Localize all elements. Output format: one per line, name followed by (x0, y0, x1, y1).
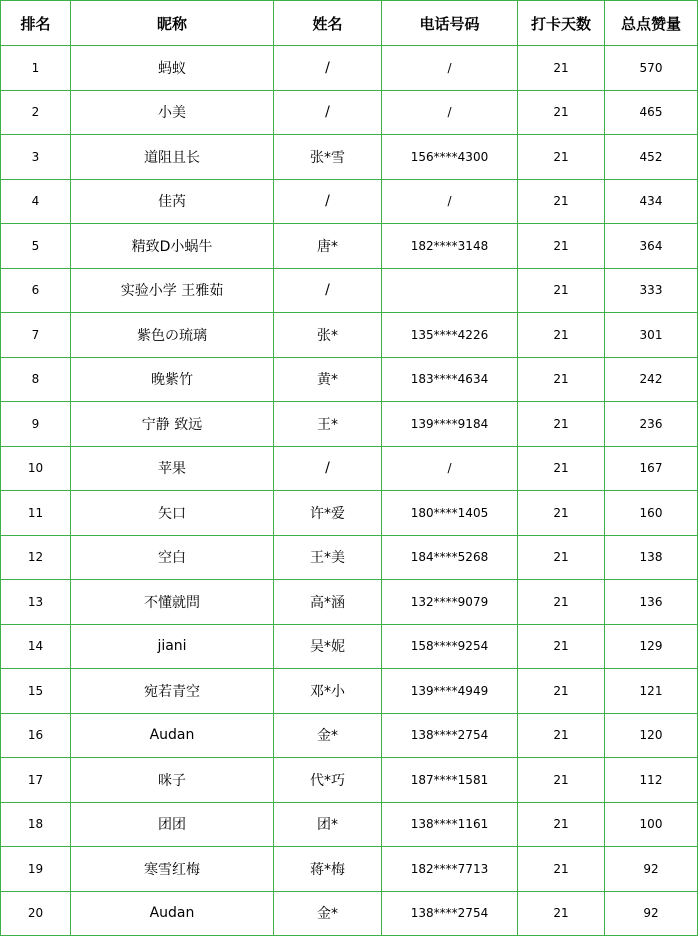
cell-rank: 2 (1, 90, 71, 135)
cell-phone: / (382, 46, 518, 91)
cell-checkin-days: 21 (518, 224, 605, 269)
cell-total-likes: 112 (605, 758, 698, 803)
table-row (1, 90, 698, 135)
cell-phone: 138****1161 (382, 802, 518, 847)
cell-phone: / (382, 90, 518, 135)
cell-total-likes: 465 (605, 90, 698, 135)
cell-nickname: 咪子 (71, 758, 274, 803)
cell-nickname: 道阻且长 (71, 135, 274, 180)
cell-total-likes: 138 (605, 535, 698, 580)
cell-name: 高*涵 (274, 580, 382, 625)
cell-phone: / (382, 446, 518, 491)
cell-name: / (274, 446, 382, 491)
table-row (1, 46, 698, 91)
cell-phone: / (382, 179, 518, 224)
cell-name: 张* (274, 313, 382, 358)
table-row (1, 446, 698, 491)
cell-checkin-days: 21 (518, 580, 605, 625)
table-row (1, 135, 698, 180)
cell-total-likes: 100 (605, 802, 698, 847)
table-row (1, 313, 698, 358)
cell-phone: 139****9184 (382, 402, 518, 447)
header-row (1, 1, 698, 46)
cell-nickname: 佳芮 (71, 179, 274, 224)
cell-checkin-days: 21 (518, 802, 605, 847)
cell-name: 许*爱 (274, 491, 382, 536)
cell-nickname: 紫色の琉璃 (71, 313, 274, 358)
header-checkin-days: 打卡天数 (518, 1, 605, 46)
cell-total-likes: 92 (605, 891, 698, 936)
cell-rank: 13 (1, 580, 71, 625)
header-name: 姓名 (274, 1, 382, 46)
cell-rank: 18 (1, 802, 71, 847)
cell-nickname: 苹果 (71, 446, 274, 491)
cell-name: 邓*小 (274, 669, 382, 714)
cell-rank: 11 (1, 491, 71, 536)
cell-phone: 139****4949 (382, 669, 518, 714)
cell-rank: 9 (1, 402, 71, 447)
cell-rank: 7 (1, 313, 71, 358)
cell-nickname: 空白 (71, 535, 274, 580)
header-phone: 电话号码 (382, 1, 518, 46)
cell-nickname: 宁静 致远 (71, 402, 274, 447)
cell-rank: 15 (1, 669, 71, 714)
cell-total-likes: 364 (605, 224, 698, 269)
cell-rank: 5 (1, 224, 71, 269)
cell-phone: 138****2754 (382, 891, 518, 936)
cell-checkin-days: 21 (518, 313, 605, 358)
cell-rank: 14 (1, 624, 71, 669)
cell-name: / (274, 268, 382, 313)
table-row (1, 402, 698, 447)
table-row (1, 847, 698, 892)
cell-checkin-days: 21 (518, 46, 605, 91)
cell-phone: 182****3148 (382, 224, 518, 269)
cell-checkin-days: 21 (518, 491, 605, 536)
cell-nickname: jiani (71, 624, 274, 669)
cell-name: / (274, 179, 382, 224)
cell-nickname: 精致D小蜗牛 (71, 224, 274, 269)
cell-name: 金* (274, 891, 382, 936)
cell-name: 金* (274, 713, 382, 758)
cell-nickname: 寒雪红梅 (71, 847, 274, 892)
cell-name: 蒋*梅 (274, 847, 382, 892)
cell-name: 王*美 (274, 535, 382, 580)
cell-checkin-days: 21 (518, 669, 605, 714)
header-total-likes: 总点赞量 (605, 1, 698, 46)
cell-total-likes: 129 (605, 624, 698, 669)
table-row (1, 580, 698, 625)
cell-name: / (274, 46, 382, 91)
cell-rank: 10 (1, 446, 71, 491)
cell-checkin-days: 21 (518, 135, 605, 180)
cell-name: 代*巧 (274, 758, 382, 803)
table-row (1, 224, 698, 269)
cell-phone: 183****4634 (382, 357, 518, 402)
cell-phone: 132****9079 (382, 580, 518, 625)
cell-total-likes: 120 (605, 713, 698, 758)
cell-nickname: 小美 (71, 90, 274, 135)
cell-phone (382, 268, 518, 313)
cell-nickname: Audan (71, 713, 274, 758)
cell-checkin-days: 21 (518, 446, 605, 491)
cell-rank: 17 (1, 758, 71, 803)
cell-checkin-days: 21 (518, 402, 605, 447)
cell-total-likes: 434 (605, 179, 698, 224)
cell-nickname: 蚂蚁 (71, 46, 274, 91)
cell-nickname: 晚紫竹 (71, 357, 274, 402)
cell-name: 黄* (274, 357, 382, 402)
table-row (1, 535, 698, 580)
cell-rank: 1 (1, 46, 71, 91)
cell-total-likes: 301 (605, 313, 698, 358)
cell-checkin-days: 21 (518, 535, 605, 580)
cell-total-likes: 121 (605, 669, 698, 714)
cell-nickname: 团团 (71, 802, 274, 847)
cell-phone: 156****4300 (382, 135, 518, 180)
cell-total-likes: 92 (605, 847, 698, 892)
table-row (1, 802, 698, 847)
cell-total-likes: 333 (605, 268, 698, 313)
cell-checkin-days: 21 (518, 713, 605, 758)
cell-total-likes: 136 (605, 580, 698, 625)
cell-checkin-days: 21 (518, 624, 605, 669)
cell-rank: 19 (1, 847, 71, 892)
table-row (1, 179, 698, 224)
cell-total-likes: 570 (605, 46, 698, 91)
cell-name: / (274, 90, 382, 135)
cell-phone: 187****1581 (382, 758, 518, 803)
table-row (1, 624, 698, 669)
cell-checkin-days: 21 (518, 268, 605, 313)
cell-nickname: 宛若青空 (71, 669, 274, 714)
cell-name: 王* (274, 402, 382, 447)
table-row (1, 713, 698, 758)
table-body (1, 46, 698, 936)
table-row (1, 669, 698, 714)
cell-total-likes: 452 (605, 135, 698, 180)
cell-total-likes: 160 (605, 491, 698, 536)
cell-nickname: 实验小学 王雅茹 (71, 268, 274, 313)
cell-total-likes: 236 (605, 402, 698, 447)
cell-total-likes: 242 (605, 357, 698, 402)
cell-rank: 20 (1, 891, 71, 936)
cell-phone: 184****5268 (382, 535, 518, 580)
header-nickname: 昵称 (71, 1, 274, 46)
cell-phone: 158****9254 (382, 624, 518, 669)
cell-nickname: 矢口 (71, 491, 274, 536)
cell-phone: 135****4226 (382, 313, 518, 358)
cell-total-likes: 167 (605, 446, 698, 491)
cell-checkin-days: 21 (518, 357, 605, 402)
cell-name: 张*雪 (274, 135, 382, 180)
cell-rank: 16 (1, 713, 71, 758)
cell-phone: 182****7713 (382, 847, 518, 892)
cell-phone: 180****1405 (382, 491, 518, 536)
table-row (1, 758, 698, 803)
table-row (1, 491, 698, 536)
cell-rank: 8 (1, 357, 71, 402)
table-row (1, 268, 698, 313)
cell-checkin-days: 21 (518, 891, 605, 936)
cell-rank: 3 (1, 135, 71, 180)
cell-nickname: 不懂就問 (71, 580, 274, 625)
cell-name: 团* (274, 802, 382, 847)
cell-phone: 138****2754 (382, 713, 518, 758)
cell-name: 唐* (274, 224, 382, 269)
cell-name: 吴*妮 (274, 624, 382, 669)
cell-checkin-days: 21 (518, 179, 605, 224)
cell-nickname: Audan (71, 891, 274, 936)
cell-checkin-days: 21 (518, 90, 605, 135)
table-row (1, 357, 698, 402)
cell-rank: 4 (1, 179, 71, 224)
table-row (1, 891, 698, 936)
cell-rank: 12 (1, 535, 71, 580)
cell-checkin-days: 21 (518, 847, 605, 892)
cell-rank: 6 (1, 268, 71, 313)
header-rank: 排名 (1, 1, 71, 46)
cell-checkin-days: 21 (518, 758, 605, 803)
